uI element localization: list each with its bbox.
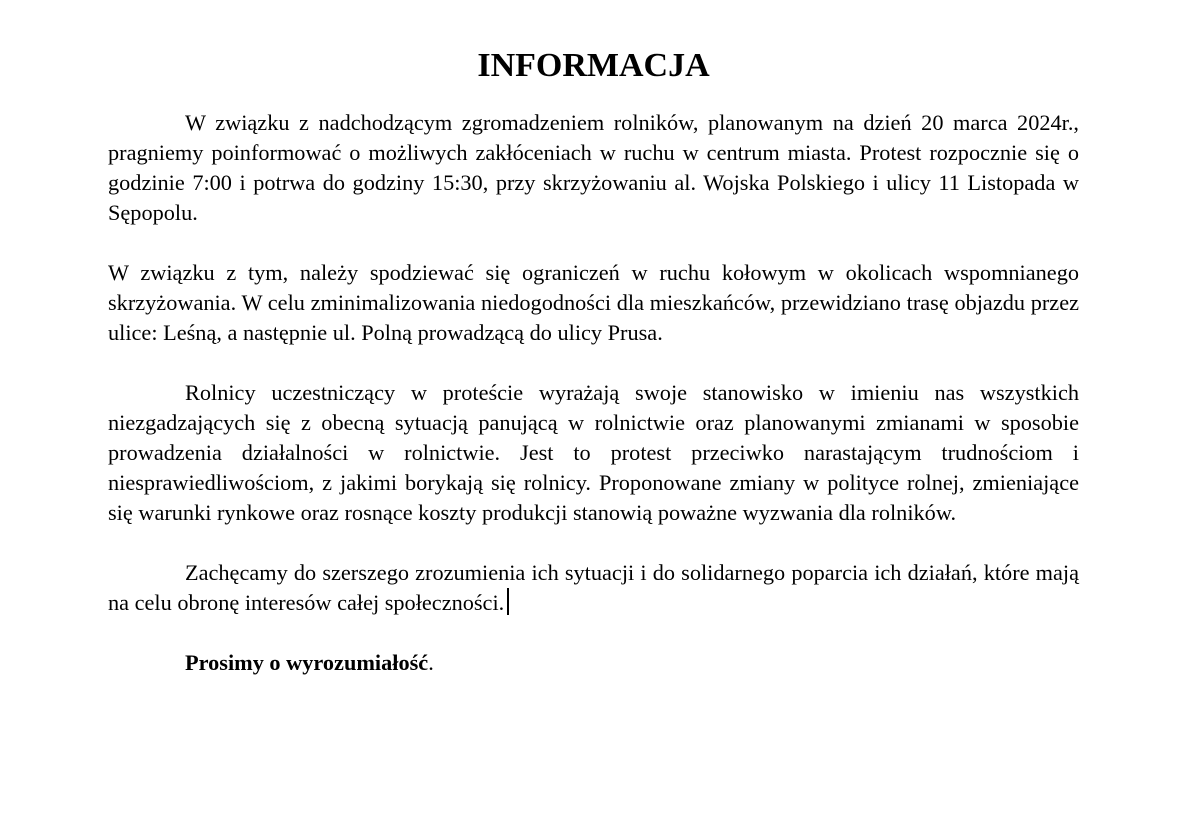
paragraph-protest-reasons: Rolnicy uczestniczący w proteście wyrażają swoje stanowisko w imieniu nas wszystkich niezgadzających się z obecną sytuacją panującą w rolnictwie oraz planowanymi zmianami w sposobie prowadzenia działalności w rolnictwie. Jest to protest przeciwko narastającym trudnościom i niesprawiedliwościom, z jakimi borykają się rolnicy. Proponowane zmiany w polityce rolnej, zmieniające się warunki rynkowe oraz rosnące koszty produkcji stanowią poważne wyzwania dla rolników.: [108, 380, 1079, 525]
paragraph-spacer: [108, 348, 1079, 378]
closing-text: Prosimy o wyrozumiałość: [185, 650, 429, 675]
text-cursor: [507, 588, 509, 615]
paragraph-spacer: [108, 528, 1079, 558]
paragraph-detour: W związku z tym, należy spodziewać się ograniczeń w ruchu kołowym w okolicach wspomnianego skrzyżowania. W celu zminimalizowania niedogodności dla mieszkańców, przewidziano trasę objazdu przez ulice: Leśną, a następnie ul. Polną prowadzącą do ulicy Prusa.: [108, 260, 1079, 345]
closing-punctuation: .: [428, 650, 434, 675]
document-page: [108, 40, 1079, 678]
paragraph-announcement: W związku z nadchodzącym zgromadzeniem rolników, planowanym na dzień 20 marca 2024r., pragniemy poinformować o możliwych zakłóceniach w ruchu w centrum miasta. Protest rozpocznie się o godzinie 7:00 i potrwa do godziny 15:30, przy skrzyżowaniu al. Wojska Polskiego i ulicy 11 Listopada w Sępopolu.: [108, 110, 1079, 225]
document-title: INFORMACJA: [477, 47, 710, 84]
paragraph-solidarity: [108, 558, 1079, 618]
closing-line: [108, 648, 1079, 678]
paragraph-spacer: [108, 228, 1079, 258]
paragraph-solidarity-text: Zachęcamy do szerszego zrozumienia ich sytuacji i do solidarnego poparcia ich działań, które mają na celu obronę interesów całej społeczności.: [108, 560, 1079, 615]
paragraph-spacer: [108, 618, 1079, 648]
